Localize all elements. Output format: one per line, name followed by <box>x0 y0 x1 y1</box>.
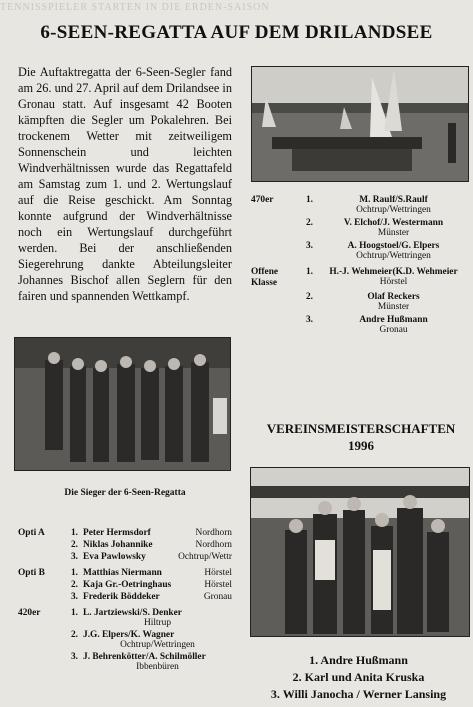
class-label: Opti A <box>18 528 45 538</box>
club: Ochtrup/Wettr <box>178 552 232 562</box>
club-championship-results <box>244 652 473 703</box>
rank: 1. <box>305 267 313 277</box>
club: Gronau <box>203 592 232 602</box>
sailor-name: V. Elchof/J. Westermann <box>343 218 444 228</box>
rank: 2. <box>70 580 78 590</box>
rank: 2. <box>70 540 78 550</box>
club: Münster <box>377 302 410 312</box>
rank: 3. <box>70 652 78 662</box>
sailor-name: Olaf Reckers <box>367 292 420 302</box>
rank: 1. <box>70 608 78 618</box>
club: Hörstel <box>204 568 232 578</box>
rank: 3. <box>305 315 313 325</box>
rank: 3. <box>305 241 313 251</box>
sailor-name: Eva Pawlowsky <box>83 552 146 562</box>
list-item: 3. Willi Janocha / Werner Lansing <box>270 687 447 701</box>
result-group <box>18 568 232 602</box>
club: Gronau <box>379 325 408 335</box>
sailor-name: H.-J. Wehmeier(K.D. Wehmeier <box>329 267 458 277</box>
rank: 3. <box>70 592 78 602</box>
sailor-name: M. Raulf/S.Raulf <box>359 195 428 205</box>
rank: 2. <box>305 218 313 228</box>
rank: 2. <box>305 292 313 302</box>
result-group <box>251 267 469 335</box>
page-title: 6-SEEN-REGATTA AUF DEM DRILANDSEE <box>40 22 433 43</box>
result-group <box>18 528 232 562</box>
club: Nordhorn <box>195 528 232 538</box>
header-fragment: TENNISSPIELER STARTEN IN DIE ERDEN-SAISON <box>0 2 270 13</box>
club: Münster <box>377 228 410 238</box>
club: Hörstel <box>204 580 232 590</box>
class-label: Opti B <box>18 568 45 578</box>
list-item: 2. Karl und Anita Kruska <box>292 670 425 684</box>
sailor-name: J.G. Elpers/K. Wagner Ochtrup/Wettringen <box>83 630 232 650</box>
rank: 2. <box>70 630 78 640</box>
result-group <box>251 195 469 261</box>
sailor-name: L. Jartziewski/S. Denker Hiltrup <box>83 608 232 628</box>
result-group <box>18 608 232 672</box>
sailor-name: Niklas Johannike <box>83 540 153 550</box>
club-championship-heading: VEREINSMEISTERSCHAFTEN <box>266 421 456 436</box>
club-championship-year: 1996 <box>348 438 374 453</box>
sailor-name: Kaja Gr.-Oetringhaus <box>83 580 172 590</box>
club: Ochtrup/Wettringen <box>356 251 431 261</box>
rank: 1. <box>305 195 313 205</box>
right-results <box>251 195 469 338</box>
club-championship-title <box>250 420 472 454</box>
intro-text: Die Auftaktregatta der 6-Seen-Segler fand am 26. und 27. April auf dem Drilandsee in Gronau statt. Auf insgesamt 42 Booten kämpften die Segler um Pokalehren. Bei trockenem Wetter mit zeitweiligem Sonnenschein und leichten Windverhältnissen wurde das Regattafeld am Samstag zum 1. und 2. Wertungslauf auf die Reise geschickt. Am Sonntag konnte aufgrund der Windverhältnisse noch ein Wertungslauf durchgeführt werden. Bei der anschließenden Siegerehrung dankte Abteilungsleiter Johannes Bischof allen Seglern für den fairen und spannenden Wettkampf. <box>18 65 232 303</box>
class-label: 470er <box>251 195 274 205</box>
rank: 1. <box>70 528 78 538</box>
list-item: 1. Andre Hußmann <box>309 653 408 667</box>
club-champions-photo <box>250 467 470 637</box>
sailor-name: Peter Hermsdorf <box>83 528 151 538</box>
winners-photo <box>14 337 231 471</box>
sailor-name: Andre Hußmann <box>359 315 428 325</box>
left-results <box>18 528 232 674</box>
sailor-name: Frederik Böddeker <box>83 592 160 602</box>
club: Nordhorn <box>195 540 232 550</box>
class-label: 420er <box>18 608 41 618</box>
photo-caption: Die Sieger der 6-Seen-Regatta <box>64 488 186 498</box>
rank: 1. <box>70 568 78 578</box>
sailboat-photo <box>251 66 469 182</box>
sailor-name: A. Hoogstoel/G. Elpers <box>347 241 440 251</box>
club: Ochtrup/Wettringen <box>356 205 431 215</box>
class-label: Offene Klasse <box>251 267 279 288</box>
sailor-name: Matthias Niermann <box>83 568 162 578</box>
rank: 3. <box>70 552 78 562</box>
sailor-name: J. Behrenkötter/A. Schilmöller Ibbenbüren <box>83 652 232 672</box>
club: Ochtrup/Wettringen <box>120 640 195 650</box>
club: Hiltrup <box>143 618 172 628</box>
club: Ibbenbüren <box>136 662 179 672</box>
club: Hörstel <box>379 277 408 287</box>
